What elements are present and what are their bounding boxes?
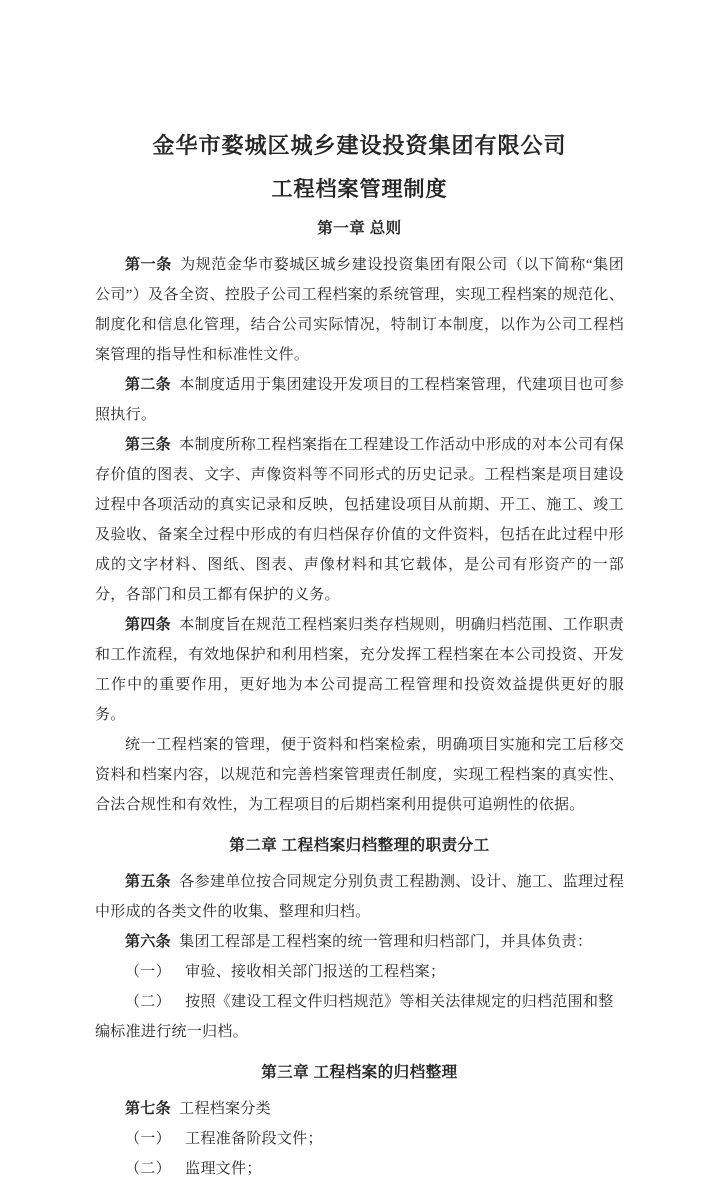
item-marker: （一） — [125, 1131, 171, 1147]
item-marker: （一） — [125, 964, 171, 980]
article-number: 第五条 — [125, 874, 172, 890]
article-number: 第三条 — [125, 437, 172, 453]
article-number: 第二条 — [125, 377, 172, 393]
paragraph: 统一工程档案的管理，便于资料和档案检索，明确项目实施和完工后移交资料和档案内容，以规范和完善档案管理责任制度，实现工程档案的真实性、合法合规性和有效性，为工程项目的后期档案利用提供可追朔性的依据。 — [95, 737, 624, 813]
chapter-heading: 第二章 工程档案归档整理的职责分工 — [229, 837, 490, 854]
list-item: （二） 监理文件； — [125, 1161, 262, 1177]
article-number: 第四条 — [125, 617, 172, 633]
chapter-heading: 第一章 总则 — [317, 220, 402, 237]
paragraph: 第五条 各参建单位按合同规定分别负责工程勘测、设计、施工、监理过程中形成的各类文件的收集、整理和归档。 — [95, 874, 624, 920]
paragraph: 第三条 本制度所称工程档案指在工程建设工作活动中形成的对本公司有保存价值的图表、文字、声像资料等不同形式的历史记录。工程档案是项目建设过程中各项活动的真实记录和反映，包括建设项目从前期、开工、施工、竣工及验收、备案全过程中形成的有归档保存价值的文件资料，包括在此过程中形成的文字材料、图纸、图表、声像材料和其它载体，是公司有形资产的一部分，各部门和员工都有保护的义务。 — [95, 437, 624, 603]
paragraph: 第七条 工程档案分类 — [125, 1101, 271, 1117]
paragraph: 第二条 本制度适用于集团建设开发项目的工程档案管理，代建项目也可参照执行。 — [95, 377, 624, 423]
list-item: （一） 工程准备阶段文件； — [125, 1131, 323, 1147]
article-number: 第一条 — [125, 257, 172, 273]
paragraph: 第四条 本制度旨在规范工程档案归类存档规则，明确归档范围、工作职责和工作流程，有效地保护和利用档案，充分发挥工程档案在本公司投资、开发工作中的重要作用，更好地为本公司提高工程管理和投资效益提供更好的服务。 — [95, 617, 624, 723]
paragraph: 第六条 集团工程部是工程档案的统一管理和归档部门，并具体负责： — [125, 934, 593, 950]
article-number: 第六条 — [125, 934, 171, 950]
document-body — [95, 216, 624, 1184]
paragraph: 第一条 为规范金华市婺城区城乡建设投资集团有限公司（以下简称“集团公司”）及各全资、控股子公司工程档案的系统管理，实现工程档案的规范化、制度化和信息化管理，结合公司实际情况，特制订本制度，以作为公司工程档案管理的指导性和标准性文件。 — [95, 257, 624, 363]
list-item: （一） 审验、接收相关部门报送的工程档案； — [125, 964, 446, 980]
document-title-line1: 金华市婺城区城乡建设投资集团有限公司 — [152, 133, 567, 158]
item-marker: （二） — [125, 994, 171, 1010]
chapter-heading: 第三章 工程档案的归档整理 — [261, 1064, 458, 1081]
item-marker: （二） — [125, 1161, 171, 1177]
document-title-line2: 工程档案管理制度 — [271, 177, 448, 201]
list-item: （二） 按照《建设工程文件归档规范》等相关法律规定的归档范围和整编标准进行统一归档。 — [95, 994, 614, 1040]
article-number: 第七条 — [125, 1101, 171, 1117]
